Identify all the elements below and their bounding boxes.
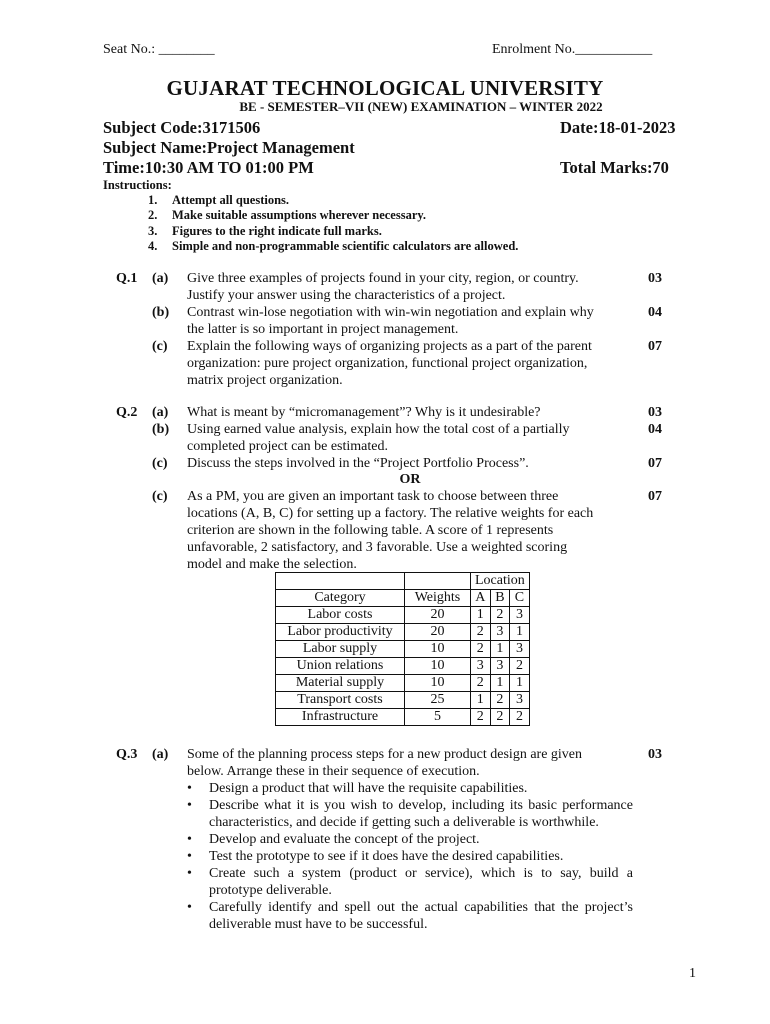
enrolment-number: Enrolment No.___________ <box>492 42 653 57</box>
table-cell: 25 <box>405 692 471 709</box>
table-cell: 2 <box>471 641 491 658</box>
question-text: Discuss the steps involved in the “Project Portfolio Process”. <box>187 456 529 471</box>
table-cell: 1 <box>490 675 510 692</box>
table-cell: 20 <box>405 607 471 624</box>
list-item: • Describe what it is you wish to develop, including its basic performance characteristics, and decide if getting such a deliverable is worthwhile. <box>187 798 633 830</box>
part-label: (b) <box>152 422 170 437</box>
category-header: Category <box>276 590 405 607</box>
instruction-item: 3. Figures to the right indicate full marks. <box>148 223 382 238</box>
table-cell: 5 <box>405 709 471 726</box>
table-row <box>276 658 530 675</box>
table-row <box>276 709 530 726</box>
part-label: (a) <box>152 747 169 762</box>
part-label: (c) <box>152 339 168 354</box>
question-text: Some of the planning process steps for a new product design are given below. Arrange these in their sequence of execution. <box>187 747 583 779</box>
location-header: Location <box>471 573 530 590</box>
table-cell: 3 <box>510 607 530 624</box>
part-label: (a) <box>152 405 169 420</box>
university-title: GUJARAT TECHNOLOGICAL UNIVERSITY <box>166 76 604 100</box>
table-cell: 3 <box>490 658 510 675</box>
table-cell: 1 <box>471 692 491 709</box>
total-marks: Total Marks:70 <box>560 158 669 177</box>
exam-title: BE - SEMESTER–VII (NEW) EXAMINATION – WINTER 2022 <box>239 99 603 114</box>
bullet-icon: • <box>187 798 192 813</box>
table-header-row <box>276 590 530 607</box>
table-cell: 3 <box>510 641 530 658</box>
table-cell <box>405 573 471 590</box>
marks: 07 <box>648 456 662 471</box>
table-cell: 2 <box>471 675 491 692</box>
table-cell: 2 <box>490 607 510 624</box>
table-cell: Union relations <box>276 658 405 675</box>
table-cell: Labor productivity <box>276 624 405 641</box>
list-item: • Develop and evaluate the concept of the project. <box>187 832 480 847</box>
seat-number: Seat No.: ________ <box>103 42 215 57</box>
exam-date: Date:18-01-2023 <box>560 118 676 137</box>
bullet-icon: • <box>187 832 192 847</box>
table-header-row <box>276 573 530 590</box>
table-cell: 10 <box>405 658 471 675</box>
question-text: Contrast win-lose negotiation with win-win negotiation and explain why the latter is so important in project management. <box>187 305 594 337</box>
weights-header: Weights <box>405 590 471 607</box>
part-label: (c) <box>152 489 168 504</box>
question-number: Q.3 <box>116 747 138 762</box>
or-separator: OR <box>399 472 421 487</box>
question-text: Explain the following ways of organizing projects as a part of the parent organization: pure project organization, functional project organization, matrix project organization. <box>187 339 592 388</box>
table-row <box>276 607 530 624</box>
marks: 04 <box>648 422 662 437</box>
subject-code: Subject Code:3171506 <box>103 118 261 137</box>
table-cell <box>276 573 405 590</box>
table-cell: 1 <box>490 641 510 658</box>
marks: 03 <box>648 747 662 762</box>
table-row <box>276 692 530 709</box>
table-cell: 2 <box>471 624 491 641</box>
list-item: • Carefully identify and spell out the actual capabilities that the project’s deliverable must have to be successful. <box>187 900 633 932</box>
table-row <box>276 641 530 658</box>
location-weights-table <box>275 572 530 726</box>
question-number: Q.1 <box>116 271 138 286</box>
bullet-icon: • <box>187 781 192 796</box>
list-item: • Design a product that will have the requisite capabilities. <box>187 781 528 796</box>
part-label: (c) <box>152 456 168 471</box>
bullet-icon: • <box>187 900 192 915</box>
table-cell: Infrastructure <box>276 709 405 726</box>
marks: 03 <box>648 271 662 286</box>
table-row <box>276 675 530 692</box>
part-label: (a) <box>152 271 169 286</box>
table-cell: 2 <box>471 709 491 726</box>
planning-steps-list <box>187 780 633 933</box>
table-cell: 3 <box>510 692 530 709</box>
question-text: Using earned value analysis, explain how the total cost of a partially completed project can be estimated. <box>187 422 570 454</box>
table-row <box>276 624 530 641</box>
table-cell: 3 <box>490 624 510 641</box>
subject-name: Subject Name:Project Management <box>103 138 355 157</box>
table-cell: 10 <box>405 641 471 658</box>
instructions-list <box>148 193 518 255</box>
table-cell: 1 <box>510 624 530 641</box>
marks: 07 <box>648 339 662 354</box>
table-cell: Material supply <box>276 675 405 692</box>
instruction-item: 1. Attempt all questions. <box>148 193 290 207</box>
marks: 04 <box>648 305 662 320</box>
instructions-title: Instructions: <box>103 178 172 192</box>
bullet-icon: • <box>187 849 192 864</box>
table-cell: 1 <box>471 607 491 624</box>
site-header: A <box>471 590 491 607</box>
table-cell: 2 <box>490 709 510 726</box>
table-cell: Transport costs <box>276 692 405 709</box>
table-cell: 2 <box>510 658 530 675</box>
table-cell: 2 <box>510 709 530 726</box>
table-cell: Labor costs <box>276 607 405 624</box>
site-header: C <box>510 590 530 607</box>
question-number: Q.2 <box>116 405 138 420</box>
part-label: (b) <box>152 305 170 320</box>
table-cell: 3 <box>471 658 491 675</box>
table-cell: 20 <box>405 624 471 641</box>
question-text: As a PM, you are given an important task to choose between three locations (A, B, C) for setting up a factory. The relative weights for each criterion are shown in the following table. A score of 1 represents unfavorable, 2 satisfactory, and 3 favorable. Use a weighted scoring model and make the selection. <box>187 489 594 572</box>
bullet-icon: • <box>187 866 192 881</box>
exam-time: Time:10:30 AM TO 01:00 PM <box>103 158 314 177</box>
table-cell: 2 <box>490 692 510 709</box>
marks: 03 <box>648 405 662 420</box>
instruction-item: 4. Simple and non-programmable scientific calculators are allowed. <box>148 239 519 254</box>
table-cell: Labor supply <box>276 641 405 658</box>
list-item: • Create such a system (product or service), which is to say, build a prototype deliverable. <box>187 866 633 898</box>
site-header: B <box>490 590 510 607</box>
table-cell: 1 <box>510 675 530 692</box>
instruction-item: 2. Make suitable assumptions wherever necessary. <box>148 208 427 223</box>
question-text: What is meant by “micromanagement”? Why is it undesirable? <box>187 405 541 420</box>
list-item: • Test the prototype to see if it does have the desired capabilities. <box>187 849 564 864</box>
table-cell: 10 <box>405 675 471 692</box>
page-number: 1 <box>689 966 696 981</box>
question-text: Give three examples of projects found in your city, region, or country. Justify your answer using the characteristics of a project. <box>187 271 579 303</box>
marks: 07 <box>648 489 662 504</box>
